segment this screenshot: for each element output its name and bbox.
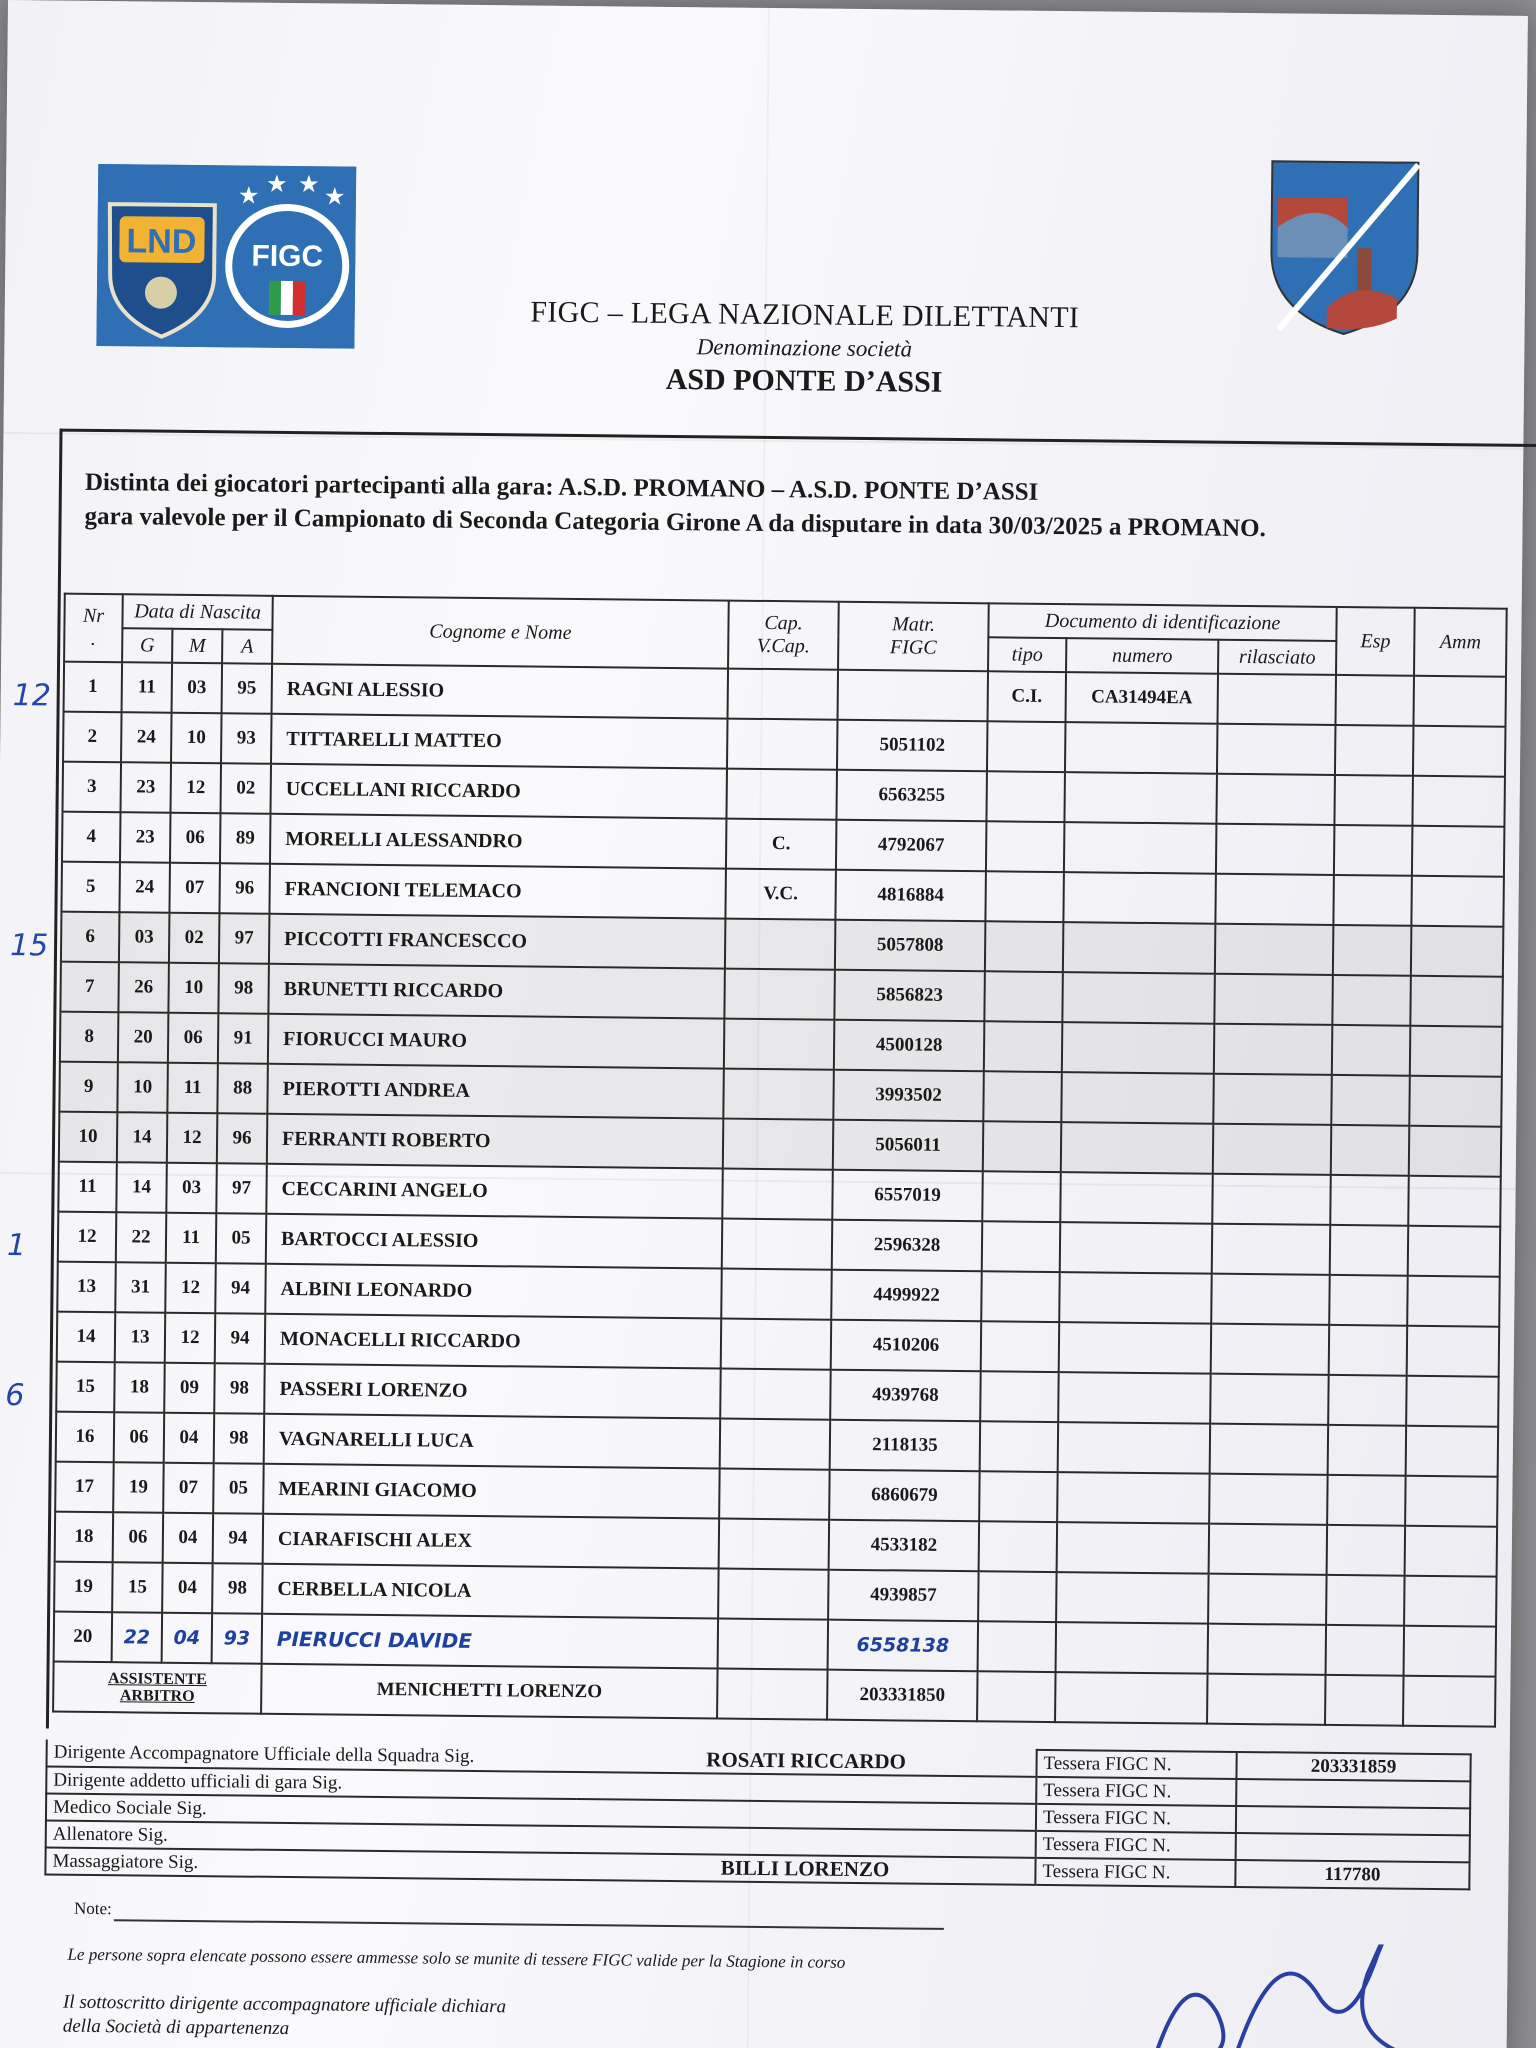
player-name: VAGNARELLI LUCA — [264, 1414, 720, 1469]
birth-year: 95 — [222, 663, 273, 714]
esp-cell — [1330, 1175, 1409, 1226]
document-title: FIGC – LEGA NAZIONALE DILETTANTI — [530, 295, 1080, 335]
staff-name: ROSATI RICCARDO — [576, 1745, 1036, 1777]
player-matr: 6860679 — [829, 1470, 980, 1522]
staff-role: Dirigente Accompagnatore Ufficiale della Squadra Sig. — [47, 1740, 577, 1773]
amm-cell — [1404, 1626, 1497, 1677]
esp-cell — [1328, 1425, 1407, 1476]
player-name: MONACELLI RICCARDO — [265, 1314, 721, 1369]
esp-cell — [1329, 1275, 1408, 1326]
staff-table — [44, 1738, 1471, 1890]
captain-mark — [728, 669, 839, 720]
birth-day: 13 — [115, 1312, 166, 1363]
col-cap: Cap. V.Cap. — [728, 601, 839, 670]
player-name: PASSERI LORENZO — [264, 1364, 720, 1419]
doc-issued — [1216, 824, 1335, 875]
player-matr: 4533182 — [829, 1520, 980, 1572]
player-matr: 4792067 — [836, 820, 987, 872]
birth-day: 19 — [113, 1462, 164, 1513]
player-matr: 4500128 — [834, 1020, 985, 1072]
player-name: CERBELLA NICOLA — [262, 1564, 718, 1619]
player-matr: 4510206 — [831, 1320, 982, 1372]
birth-year: 94 — [215, 1263, 266, 1314]
staff-role: Massaggiatore Sig. — [45, 1847, 575, 1880]
captain-mark — [719, 1469, 830, 1520]
handwritten-number: 12 — [12, 678, 52, 714]
captain-mark — [720, 1369, 831, 1420]
birth-day: 20 — [118, 1012, 169, 1063]
doc-type — [978, 1571, 1057, 1622]
player-nr: 9 — [59, 1062, 118, 1113]
doc-type — [984, 1021, 1063, 1072]
amm-cell — [1407, 1276, 1500, 1327]
birth-month: 04 — [164, 1413, 215, 1464]
doc-issued — [1212, 1224, 1331, 1275]
doc-issued — [1212, 1174, 1331, 1225]
player-nr: 2 — [63, 712, 122, 763]
esp-cell — [1333, 925, 1412, 976]
player-matr: 5051102 — [837, 720, 988, 772]
footer-declaration: Il sottoscritto dirigente accompagnatore ufficiale dichiara della Società di appartenenza — [62, 1991, 507, 2040]
amm-cell — [1408, 1176, 1501, 1227]
esp-cell — [1328, 1375, 1407, 1426]
doc-number — [1058, 1372, 1211, 1424]
player-matr: 4816884 — [835, 870, 986, 922]
amm-cell — [1407, 1326, 1500, 1377]
player-nr: 5 — [61, 862, 120, 913]
amm-cell — [1404, 1576, 1497, 1627]
birth-month: 10 — [171, 713, 222, 764]
handwritten-number: 1 — [6, 1228, 27, 1264]
player-matr: 3993502 — [833, 1070, 984, 1122]
captain-mark — [724, 1019, 835, 1070]
birth-year: 02 — [220, 763, 271, 814]
player-name: FIORUCCI MAURO — [268, 1014, 724, 1069]
tessera-number — [1236, 1833, 1470, 1862]
doc-type — [983, 1071, 1062, 1122]
doc-number — [1057, 1472, 1210, 1524]
doc-issued — [1208, 1574, 1327, 1625]
player-nr: 1 — [64, 662, 123, 713]
doc-issued — [1215, 924, 1334, 975]
tessera-number — [1236, 1806, 1470, 1835]
doc-type — [986, 771, 1065, 822]
doc-number — [1060, 1172, 1213, 1224]
birth-year: 93 — [221, 713, 272, 764]
handwritten-number: 15 — [9, 928, 49, 964]
svg-text:★: ★ — [297, 170, 320, 199]
birth-day: 18 — [114, 1362, 165, 1413]
doc-number — [1062, 972, 1215, 1024]
player-name: TITTARELLI MATTEO — [271, 714, 727, 769]
birth-month: 03 — [166, 1163, 217, 1214]
assistant-referee-name: MENICHETTI LORENZO — [261, 1664, 717, 1719]
birth-year: 98 — [218, 963, 269, 1014]
captain-mark — [718, 1619, 829, 1670]
doc-type — [985, 921, 1064, 972]
captain-mark: C. — [726, 819, 837, 870]
birth-day: 11 — [122, 662, 173, 713]
captain-mark — [720, 1419, 831, 1470]
amm-cell — [1410, 976, 1503, 1027]
birth-month: 12 — [170, 763, 221, 814]
lnd-logo-text: LND — [126, 222, 197, 261]
doc-type — [978, 1621, 1057, 1672]
player-name: MEARINI GIACOMO — [263, 1464, 719, 1519]
doc-type — [979, 1521, 1058, 1572]
birth-year: 91 — [218, 1013, 269, 1064]
birth-day: 14 — [117, 1112, 168, 1163]
player-nr: 15 — [56, 1362, 115, 1413]
player-nr: 11 — [58, 1162, 117, 1213]
doc-number — [1061, 1072, 1214, 1124]
player-name: PIEROTTI ANDREA — [267, 1064, 723, 1119]
doc-type — [984, 971, 1063, 1022]
player-matr: 5856823 — [834, 970, 985, 1022]
esp-cell — [1327, 1475, 1406, 1526]
doc-issued — [1218, 674, 1337, 725]
esp-cell — [1336, 675, 1415, 726]
birth-year: 89 — [220, 813, 271, 864]
amm-cell — [1409, 1126, 1502, 1177]
col-doc: Documento di identificazione — [988, 603, 1336, 641]
tessera-number — [1236, 1779, 1470, 1808]
doc-number — [1060, 1222, 1213, 1274]
doc-issued — [1209, 1474, 1328, 1525]
doc-number — [1062, 1022, 1215, 1074]
birth-day: 14 — [116, 1162, 167, 1213]
birth-year: 93 — [212, 1613, 263, 1664]
player-name: FRANCIONI TELEMACO — [269, 864, 725, 919]
doc-type — [981, 1271, 1060, 1322]
birth-day: 23 — [121, 762, 172, 813]
doc-issued — [1216, 774, 1335, 825]
esp-cell — [1335, 725, 1414, 776]
doc-number — [1057, 1522, 1210, 1574]
birth-month: 06 — [170, 813, 221, 864]
captain-mark — [721, 1269, 832, 1320]
staff-role: Dirigente addetto ufficiali di gara Sig. — [46, 1767, 576, 1800]
captain-mark — [718, 1569, 829, 1620]
player-nr: 7 — [60, 962, 119, 1013]
doc-type — [980, 1421, 1059, 1472]
player-nr: 10 — [59, 1112, 118, 1163]
tessera-label: Tessera FIGC N. — [1035, 1858, 1235, 1887]
birth-day: 24 — [121, 712, 172, 763]
doc-type — [985, 871, 1064, 922]
doc-type — [979, 1471, 1058, 1522]
player-name: BRUNETTI RICCARDO — [268, 964, 724, 1019]
birth-month: 04 — [162, 1613, 213, 1664]
doc-number — [1064, 822, 1217, 874]
esp-cell — [1332, 1025, 1411, 1076]
doc-issued — [1215, 874, 1334, 925]
captain-mark: V.C. — [725, 869, 836, 920]
doc-type — [981, 1321, 1060, 1372]
birth-year: 05 — [216, 1213, 267, 1264]
birth-month: 12 — [165, 1313, 216, 1364]
doc-type — [987, 721, 1066, 772]
player-nr: 20 — [54, 1612, 113, 1663]
player-matr — [838, 670, 989, 722]
captain-mark — [721, 1319, 832, 1370]
player-name: FERRANTI ROBERTO — [267, 1114, 723, 1169]
birth-year: 94 — [215, 1313, 266, 1364]
table-cell — [717, 1669, 828, 1720]
col-numero: numero — [1066, 638, 1218, 674]
amm-cell — [1406, 1426, 1499, 1477]
doc-issued — [1213, 1074, 1332, 1125]
staff-role: Allenatore Sig. — [46, 1820, 576, 1853]
doc-issued — [1211, 1324, 1330, 1375]
player-nr: 12 — [58, 1212, 117, 1263]
amm-cell — [1410, 1026, 1503, 1077]
player-matr: 4939768 — [830, 1370, 981, 1422]
player-matr: 5057808 — [835, 920, 986, 972]
col-a: A — [222, 629, 272, 664]
doc-issued — [1208, 1624, 1327, 1675]
birth-month: 10 — [168, 963, 219, 1014]
birth-year: 98 — [212, 1563, 263, 1614]
doc-issued — [1209, 1524, 1328, 1575]
player-matr: 4499922 — [831, 1270, 982, 1322]
birth-month: 07 — [169, 863, 220, 914]
birth-year: 96 — [219, 863, 270, 914]
doc-issued — [1210, 1424, 1329, 1475]
captain-mark — [723, 1119, 834, 1170]
doc-number — [1064, 772, 1217, 824]
player-nr: 19 — [54, 1562, 113, 1613]
doc-issued — [1217, 724, 1336, 775]
player-nr: 13 — [57, 1262, 116, 1313]
birth-month: 04 — [163, 1513, 214, 1564]
doc-type — [982, 1171, 1061, 1222]
svg-text:★: ★ — [323, 182, 346, 211]
captain-mark — [722, 1169, 833, 1220]
birth-day: 24 — [119, 862, 170, 913]
player-name: ALBINI LEONARDO — [265, 1264, 721, 1319]
birth-day: 26 — [118, 962, 169, 1013]
birth-year: 05 — [213, 1463, 264, 1514]
player-name: CIARAFISCHI ALEX — [263, 1514, 719, 1569]
col-nr: Nr . — [64, 594, 123, 663]
birth-month: 11 — [167, 1063, 218, 1114]
birth-month: 07 — [163, 1463, 214, 1514]
doc-issued — [1214, 1024, 1333, 1075]
birth-day: 22 — [116, 1212, 167, 1263]
col-birth: Data di Nascita — [122, 594, 272, 630]
doc-number — [1061, 1122, 1214, 1174]
amm-cell — [1414, 676, 1507, 727]
birth-month: 04 — [162, 1563, 213, 1614]
staff-name: BILLI LORENZO — [575, 1853, 1035, 1885]
esp-cell — [1332, 975, 1411, 1026]
captain-mark — [724, 969, 835, 1020]
doc-type — [982, 1221, 1061, 1272]
esp-cell — [1326, 1575, 1405, 1626]
note-line — [114, 1919, 944, 1930]
amm-cell — [1405, 1526, 1498, 1577]
birth-day: 10 — [117, 1062, 168, 1113]
player-nr: 16 — [56, 1412, 115, 1463]
doc-issued — [1214, 974, 1333, 1025]
player-name: PIERUCCI DAVIDE — [262, 1614, 718, 1669]
tessera-number: 117780 — [1235, 1860, 1469, 1889]
col-matr: Matr. FIGC — [838, 602, 989, 672]
doc-type — [986, 821, 1065, 872]
footer-notice: Le persone sopra elencate possono essere ammesse solo se munite di tessere FIGC valide per la Stagione in corso — [67, 1944, 846, 1972]
doc-issued — [1210, 1374, 1329, 1425]
player-matr: 5056011 — [833, 1120, 984, 1172]
birth-year: 88 — [217, 1063, 268, 1114]
amm-cell — [1405, 1476, 1498, 1527]
captain-mark — [723, 1069, 834, 1120]
player-nr: 8 — [60, 1012, 119, 1063]
svg-text:★: ★ — [265, 169, 288, 198]
doc-number — [1058, 1422, 1211, 1474]
player-matr: 6563255 — [836, 770, 987, 822]
birth-month: 11 — [166, 1213, 217, 1264]
captain-mark — [726, 769, 837, 820]
birth-month: 09 — [164, 1363, 215, 1414]
birth-day: 03 — [119, 912, 170, 963]
player-name: PICCOTTI FRANCESCCO — [269, 914, 725, 969]
player-name: CECCARINI ANGELO — [266, 1164, 722, 1219]
esp-cell — [1333, 875, 1412, 926]
doc-number — [1063, 922, 1216, 974]
birth-month: 12 — [167, 1113, 218, 1164]
tessera-label: Tessera FIGC N. — [1036, 1831, 1236, 1860]
doc-issued — [1211, 1274, 1330, 1325]
amm-cell — [1413, 726, 1506, 777]
player-nr: 17 — [55, 1462, 114, 1513]
doc-type — [980, 1371, 1059, 1422]
player-name: UCCELLANI RICCARDO — [271, 764, 727, 819]
esp-cell — [1326, 1625, 1405, 1676]
doc-number — [1056, 1572, 1209, 1624]
players-table — [52, 593, 1508, 1728]
birth-year: 97 — [219, 913, 270, 964]
birth-year: 96 — [217, 1113, 268, 1164]
doc-type — [983, 1121, 1062, 1172]
captain-mark — [727, 719, 838, 770]
doc-number — [1059, 1322, 1212, 1374]
amm-cell — [1412, 776, 1505, 827]
captain-mark — [719, 1519, 830, 1570]
esp-cell — [1331, 1075, 1410, 1126]
amm-cell — [1412, 826, 1505, 877]
player-nr: 4 — [62, 812, 121, 863]
handwritten-number: 6 — [5, 1378, 25, 1414]
match-intro-line2: gara valevole per il Campionato di Seconda Categoria Girone A da disputare in data 30/03/2025 a PROMANO. — [84, 502, 1266, 543]
player-nr: 3 — [63, 762, 122, 813]
assistant-referee-matr: 203331850 — [827, 1670, 978, 1722]
player-matr: 2596328 — [832, 1220, 983, 1272]
col-g: G — [122, 628, 172, 663]
col-name: Cognome e Nome — [272, 596, 729, 669]
captain-mark — [722, 1219, 833, 1270]
captain-mark — [725, 919, 836, 970]
player-matr: 6557019 — [832, 1170, 983, 1222]
player-nr: 14 — [57, 1312, 116, 1363]
player-matr: 6558138 — [828, 1620, 979, 1672]
amm-cell — [1411, 926, 1504, 977]
amm-cell — [1406, 1376, 1499, 1427]
match-intro — [84, 466, 1266, 546]
svg-text:★: ★ — [237, 181, 260, 210]
doc-number — [1063, 872, 1216, 924]
birth-day: 31 — [115, 1262, 166, 1313]
esp-cell — [1327, 1525, 1406, 1576]
birth-day: 22 — [112, 1612, 163, 1663]
amm-cell — [1409, 1076, 1502, 1127]
amm-cell — [1411, 876, 1504, 927]
doc-number — [1056, 1622, 1209, 1674]
birth-year: 98 — [214, 1363, 265, 1414]
birth-month: 06 — [168, 1013, 219, 1064]
birth-year: 98 — [214, 1413, 265, 1464]
player-matr: 4939857 — [828, 1570, 979, 1622]
esp-cell — [1329, 1325, 1408, 1376]
staff-role: Medico Sociale Sig. — [46, 1793, 576, 1826]
tessera-label: Tessera FIGC N. — [1036, 1804, 1236, 1833]
birth-day: 23 — [120, 812, 171, 863]
col-tipo: tipo — [988, 637, 1066, 672]
birth-day: 15 — [112, 1562, 163, 1613]
esp-cell — [1330, 1225, 1409, 1276]
doc-type: C.I. — [988, 671, 1067, 722]
match-intro-line1: Distinta dei giocatori partecipanti alla gara: A.S.D. PROMANO – A.S.D. PONTE D’ASSI — [84, 468, 1039, 506]
esp-cell — [1334, 775, 1413, 826]
assistant-referee-label: ASSISTENTE ARBITRO — [53, 1662, 262, 1714]
birth-year: 94 — [213, 1513, 264, 1564]
player-matr: 2118135 — [830, 1420, 981, 1472]
tessera-label: Tessera FIGC N. — [1036, 1750, 1236, 1779]
tessera-label: Tessera FIGC N. — [1036, 1777, 1236, 1806]
player-nr: 18 — [55, 1512, 114, 1563]
esp-cell — [1334, 825, 1413, 876]
birth-day: 06 — [114, 1412, 165, 1463]
col-esp: Esp — [1336, 607, 1415, 676]
doc-number — [1059, 1272, 1212, 1324]
amm-cell — [1408, 1226, 1501, 1277]
player-name: BARTOCCI ALESSIO — [266, 1214, 722, 1269]
signature — [1146, 1942, 1427, 2048]
birth-month: 02 — [169, 913, 220, 964]
birth-year: 97 — [216, 1163, 267, 1214]
doc-number: CA31494EA — [1066, 672, 1219, 724]
player-nr: 6 — [61, 912, 120, 963]
birth-month: 03 — [172, 663, 223, 714]
col-m: M — [172, 629, 222, 664]
document-subtitle: Denominazione società — [696, 334, 913, 362]
tessera-number: 203331859 — [1236, 1752, 1470, 1781]
esp-cell — [1331, 1125, 1410, 1176]
club-name: ASD PONTE D’ASSI — [665, 362, 943, 399]
player-name: MORELLI ALESSANDRO — [270, 814, 726, 869]
note-label: Note: — [73, 1898, 112, 1919]
birth-month: 12 — [165, 1263, 216, 1314]
player-name: RAGNI ALESSIO — [272, 664, 728, 719]
doc-number — [1065, 722, 1218, 774]
figc-logo-text: FIGC — [251, 239, 324, 274]
col-rilasciato: rilasciato — [1218, 640, 1336, 675]
birth-day: 06 — [113, 1512, 164, 1563]
col-amm: Amm — [1414, 608, 1507, 677]
doc-issued — [1213, 1124, 1332, 1175]
